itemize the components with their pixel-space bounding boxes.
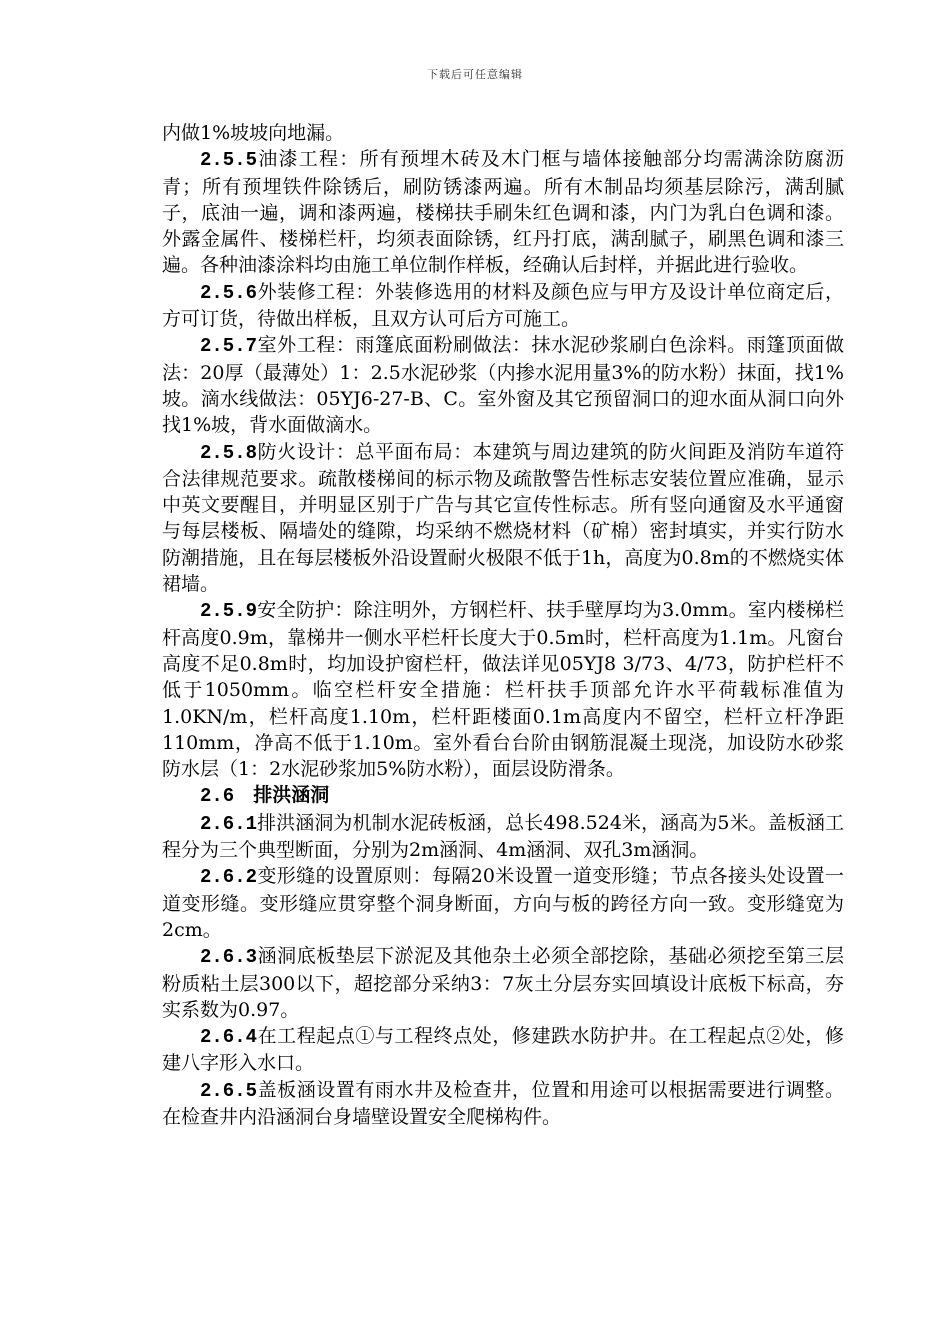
section-number: 2.5.8 xyxy=(200,441,258,464)
section-number: 2.6.1 xyxy=(200,812,258,835)
paragraph-2-5-8 xyxy=(162,439,844,598)
section-number: 2.5.7 xyxy=(200,335,258,358)
document-body xyxy=(162,120,844,1130)
section-number: 2.6.5 xyxy=(200,1079,258,1102)
paragraph-text: 防火设计：总平面布局：本建筑与周边建筑的防火间距及消防车道符合法律规范要求。疏散楼梯间的标示物及疏散警告性标志安装位置应准确，显示中英文要醒目，并明显区别于广告与其它宣传性标志。所有竖向通窗及水平通窗与每层楼板、隔墙处的缝隙，均采纳不燃烧材料（矿棉）密封填实，并实行防水防潮措施，且在每层楼板外沿设置耐火极限不低于1h，高度为0.8m的不燃烧实体裙墙。 xyxy=(162,440,844,596)
section-number: 2.5.6 xyxy=(200,281,258,304)
section-number: 2.5.9 xyxy=(200,600,258,623)
paragraph-text: 在工程起点①与工程终点处，修建跌水防护井。在工程起点②处，修建八字形入水口。 xyxy=(162,1025,844,1075)
section-number: 2.6.3 xyxy=(200,946,258,969)
paragraph-text: 涵洞底板垫层下淤泥及其他杂土必须全部挖除，基础必须挖至第三层粉质粘土层300以下，超挖部分采纳3：7灰土分层夯实回填设计底板下标高，夯实系数为0.97。 xyxy=(162,945,844,1021)
paragraph-2-6-2 xyxy=(162,863,844,943)
page-header: 下载后可任意编辑 xyxy=(427,68,523,81)
paragraph-2-6-4 xyxy=(162,1023,844,1077)
paragraph-text: 安全防护：除注明外，方钢栏杆、扶手壁厚均为3.0mm。室内楼梯栏杆高度0.9m，靠梯井一侧水平栏杆长度大于0.5m时，栏杆高度为1.1m。凡窗台高度不足0.8m时，均加设护窗栏杆，做法详见05YJ8 3/73、4/73，防护栏杆不低于1050mm。临空栏杆安全措施：栏杆扶手顶部允许水平荷载标准值为1.0KN/m，栏杆高度1.10m，栏杆距楼面0.1m高度内不留空，栏杆立杆净距110mm，净高不低于1.10m。室外看台台阶由钢筋混凝土现浇，加设防水砂浆防水层（1：2水泥砂浆加5%防水粉），面层设防滑条。 xyxy=(162,599,844,781)
paragraph-2-6-3 xyxy=(162,943,844,1023)
paragraph-text: 外装修工程：外装修选用的材料及颜色应与甲方及设计单位商定后，方可订货，待做出样板，且双方认可后方可施工。 xyxy=(162,280,844,331)
paragraph-2-6-1 xyxy=(162,810,844,864)
section-number: 2.6 xyxy=(200,785,235,808)
paragraph-2-5-5 xyxy=(162,146,844,278)
paragraph-2-6-5 xyxy=(162,1077,844,1131)
paragraph-text: 内做1%坡坡向地漏。 xyxy=(162,122,345,144)
paragraph-2-5-9 xyxy=(162,597,844,782)
section-number: 2.6.2 xyxy=(200,866,258,889)
paragraph-continuation xyxy=(162,120,844,146)
section-heading-2-6 xyxy=(162,782,844,809)
paragraph-2-5-7 xyxy=(162,332,844,438)
paragraph-text: 变形缝的设置原则：每隔20米设置一道变形缝；节点各接头处设置一道变形缝。变形缝应贯穿整个洞身断面，方向与板的跨径方向一致。变形缝宽为2cm。 xyxy=(162,865,844,941)
paragraph-text: 室外工程：雨篷底面粉刷做法：抹水泥砂浆刷白色涂料。雨篷顶面做法：20厚（最薄处）1：2.5水泥砂浆（内掺水泥用量3%的防水粉）抹面，找1%坡。滴水线做法：05YJ6-27-B、C。室外窗及其它预留洞口的迎水面从洞口向外找1%坡，背水面做滴水。 xyxy=(162,334,844,437)
section-title: 排洪涵洞 xyxy=(234,784,330,807)
paragraph-2-5-6 xyxy=(162,279,844,333)
section-number: 2.5.5 xyxy=(200,149,258,172)
section-number: 2.6.4 xyxy=(200,1026,258,1049)
paragraph-text: 排洪涵洞为机制水泥砖板涵，总长498.524米，涵高为5米。盖板涵工程分为三个典型断面，分别为2m涵洞、4m涵洞、双孔3m涵洞。 xyxy=(162,811,844,862)
paragraph-text: 油漆工程：所有预埋木砖及木门框与墙体接触部分均需满涂防腐沥青；所有预埋铁件除锈后，刷防锈漆两遍。所有木制品均须基层除污，满刮腻子，底油一遍，调和漆两遍，楼梯扶手刷朱红色调和漆，内门为乳白色调和漆。外露金属件、楼梯栏杆，均须表面除锈，红丹打底，满刮腻子，刷黑色调和漆三遍。各种油漆涂料均由施工单位制作样板，经确认后封样，并据此进行验收。 xyxy=(162,148,844,277)
paragraph-text: 盖板涵设置有雨水井及检查井，位置和用途可以根据需要进行调整。在检查井内沿涵洞台身墙壁设置安全爬梯构件。 xyxy=(162,1078,844,1128)
